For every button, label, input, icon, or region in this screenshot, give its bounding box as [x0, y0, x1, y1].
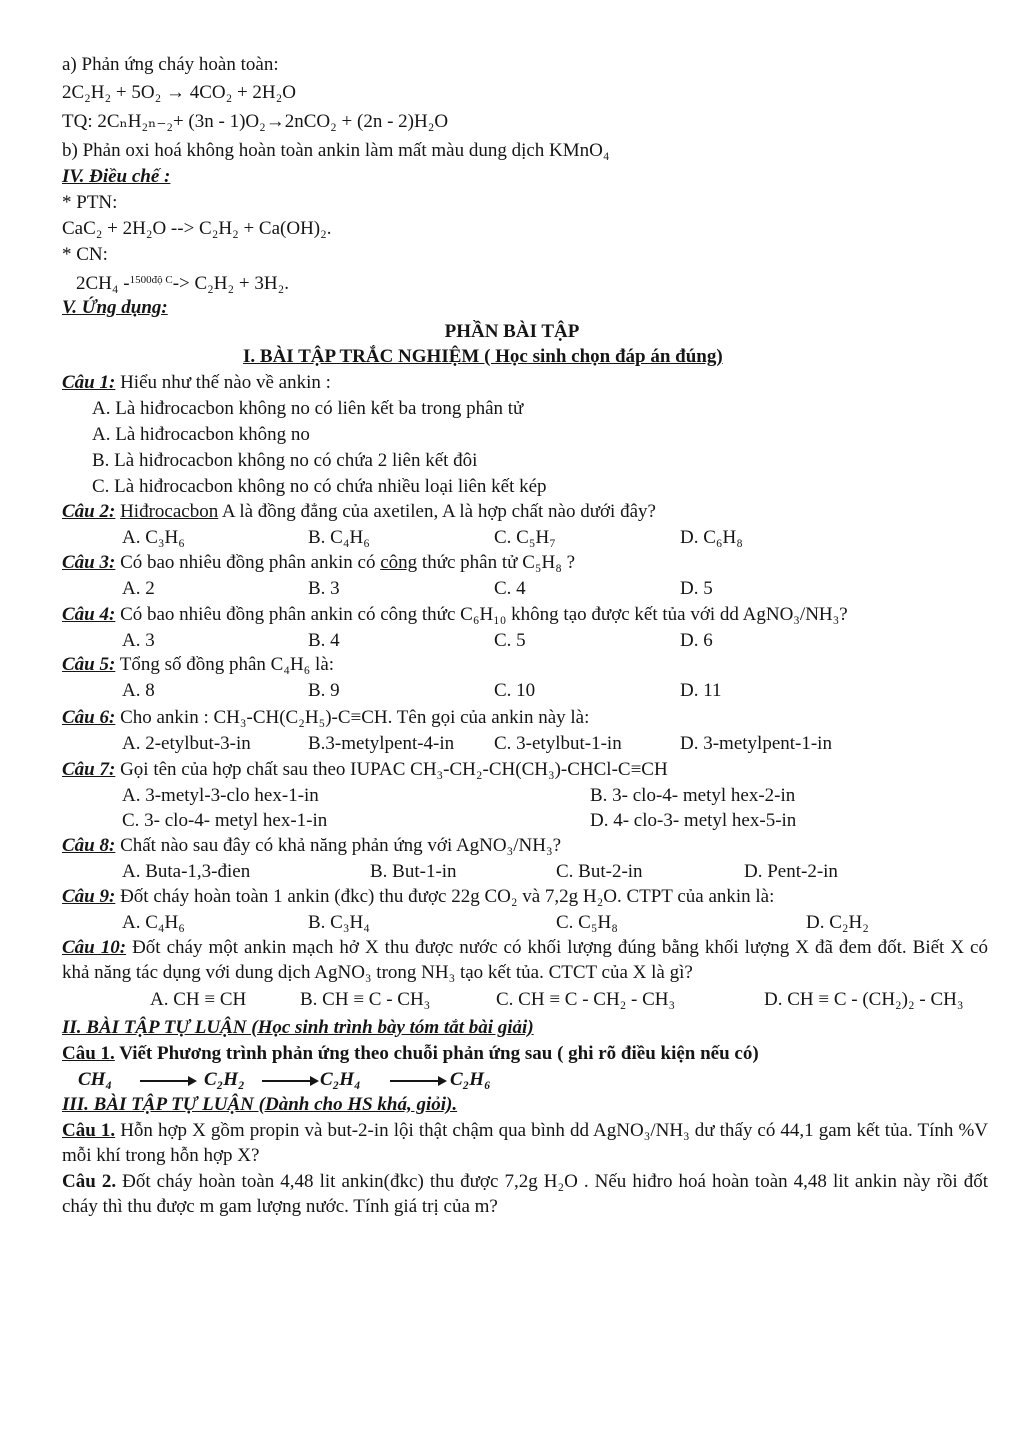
- cn-equation-right: -> C₂H₂ + 3H₂.: [172, 273, 289, 294]
- question-text: Viết Phương trình phản ứng theo chuỗi phản ứng sau ( ghi rõ điều kiện nếu có): [114, 1043, 759, 1064]
- question-text: Có bao nhiêu đồng phân ankin có: [115, 552, 381, 573]
- question-10: [62, 935, 988, 985]
- question-2: [62, 499, 656, 524]
- reaction-a-heading: a) Phản ứng cháy hoàn toàn:: [62, 54, 279, 75]
- question-label: Câu 5:: [62, 654, 116, 675]
- question-label: Câu 7:: [62, 759, 116, 780]
- question-text: A là đồng đẳng của axetilen, A là hợp chất nào dưới đây?: [218, 501, 656, 522]
- question-text: Gọi tên của hợp chất sau theo IUPAC CH₃-CH₂-CH(CH₃)-CHCl-C≡CH: [115, 759, 668, 780]
- chain-c2h4: C₂H₄: [320, 1069, 361, 1090]
- q9-option-c: C. C₅H₈: [556, 912, 618, 933]
- q3-option-c: C. 4: [494, 578, 526, 599]
- chain-c2h6: C₂H₆: [450, 1069, 491, 1090]
- ptn-label: * PTN:: [62, 192, 118, 213]
- cn-equation: [76, 268, 289, 296]
- s3-question-2: [62, 1169, 988, 1219]
- multiple-choice-title: I. BÀI TẬP TRẮC NGHIỆM ( Học sinh chọn đáp án đúng): [243, 346, 723, 367]
- q9-option-d: D. C₂H₂: [806, 912, 869, 933]
- cn-equation-left: 2CH₄ -: [76, 273, 130, 294]
- q3-option-d: D. 5: [680, 578, 713, 599]
- q4-option-b: B. 4: [308, 630, 340, 651]
- question-text-underlined: công: [380, 552, 418, 573]
- chain-arrow-1: [140, 1080, 190, 1082]
- q10-option-d: D. CH ≡ C - (CH₂)₂ - CH₃: [764, 989, 964, 1010]
- question-label: Câu 4:: [62, 604, 116, 625]
- question-text: Hỗn hợp X gồm propin và but-2-in lội thật chậm qua bình dd AgNO₃/NH₃ dư thấy có 44,1 gam kết tủa. Tính %V mỗi khí trong hỗn hợp X?: [62, 1120, 988, 1166]
- question-text: Có bao nhiêu đồng phân ankin có công thức C₆H₁₀ không tạo được kết tủa với dd AgNO₃/NH₃?: [115, 604, 848, 625]
- q2-option-c: C. C₅H₇: [494, 527, 556, 548]
- q1-option-3: B. Là hiđrocacbon không no có chứa 2 liên kết đôi: [92, 450, 478, 471]
- q6-option-d: D. 3-metylpent-1-in: [680, 733, 832, 754]
- reaction-b-text: b) Phản oxi hoá không hoàn toàn ankin làm mất màu dung dịch KMnO₄: [62, 140, 610, 161]
- question-text-end: thức phân tử C₅H₈ ?: [417, 552, 576, 573]
- chain-arrow-2-head: [310, 1076, 319, 1086]
- q5-option-c: C. 10: [494, 680, 536, 701]
- question-text: Đốt cháy hoàn toàn 4,48 lit ankin(đkc) thu được 7,2g H₂O . Nếu hiđro hoá hoàn toàn 4,48 lit ankin này rồi đốt cháy thì thu được m gam lượng nước. Tính giá trị của m?: [62, 1171, 988, 1217]
- question-text: Đốt cháy hoàn toàn 1 ankin (đkc) thu được 22g CO₂ và 7,2g H₂O. CTPT của ankin là:: [115, 886, 775, 907]
- q7-option-a: A. 3-metyl-3-clo hex-1-in: [122, 785, 319, 806]
- q2-option-b: B. C₄H₆: [308, 527, 370, 548]
- q7-option-c: C. 3- clo-4- metyl hex-1-in: [122, 810, 328, 831]
- question-text: Tổng số đồng phân C₄H₆ là:: [115, 654, 335, 675]
- q10-option-c: C. CH ≡ C - CH₂ - CH₃: [496, 989, 676, 1010]
- q8-option-b: B. But-1-in: [370, 861, 457, 882]
- q3-option-a: A. 2: [122, 578, 155, 599]
- section-2-title: II. BÀI TẬP TỰ LUẬN (Học sinh trình bày tóm tắt bài giải): [62, 1017, 534, 1038]
- exercises-title: PHẦN BÀI TẬP: [444, 321, 580, 342]
- section-3-title: III. BÀI TẬP TỰ LUẬN (Dành cho HS khá, giỏi).: [62, 1094, 458, 1115]
- question-7: [62, 757, 668, 782]
- cn-equation-condition: 1500độ C: [129, 274, 173, 286]
- chain-c2h2: C₂H₂: [204, 1069, 245, 1090]
- q4-option-a: A. 3: [122, 630, 155, 651]
- q4-option-d: D. 6: [680, 630, 713, 651]
- question-3: [62, 550, 575, 575]
- question-label: Câu 10:: [62, 937, 127, 958]
- section-5-title: V. Ứng dụng:: [62, 297, 168, 318]
- question-label: Câu 1:: [62, 372, 116, 393]
- section-4-title: IV. Điều chế :: [62, 166, 171, 187]
- question-label: Câu 1.: [62, 1043, 115, 1064]
- question-label: Câu 6:: [62, 707, 116, 728]
- question-label: Câu 2:: [62, 501, 116, 522]
- s2-question-1: [62, 1041, 759, 1066]
- q6-option-b: B.3-metylpent-4-in: [308, 733, 455, 754]
- reaction-general-equation: TQ: 2CₙH₂ₙ₋₂+ (3n - 1)O₂→2nCO₂ + (2n - 2)H₂O: [62, 111, 449, 132]
- chain-arrow-3: [390, 1080, 440, 1082]
- q5-option-a: A. 8: [122, 680, 155, 701]
- q9-option-a: A. C₄H₆: [122, 912, 185, 933]
- question-label: Câu 9:: [62, 886, 116, 907]
- reaction-a-equation: 2C₂H₂ + 5O₂ → 4CO₂ + 2H₂O: [62, 82, 297, 103]
- chain-arrow-1-head: [188, 1076, 197, 1086]
- question-label: Câu 2.: [62, 1171, 117, 1192]
- question-text: Cho ankin : CH₃-CH(C₂H₅)-C≡CH. Tên gọi của ankin này là:: [115, 707, 590, 728]
- question-8: [62, 833, 561, 858]
- q4-option-c: C. 5: [494, 630, 526, 651]
- q1-option-1: A. Là hiđrocacbon không no có liên kết ba trong phân tử: [92, 398, 524, 419]
- q3-option-b: B. 3: [308, 578, 340, 599]
- q8-option-d: D. Pent-2-in: [744, 861, 838, 882]
- q2-option-a: A. C₃H₆: [122, 527, 185, 548]
- q1-option-4: C. Là hiđrocacbon không no có chứa nhiều loại liên kết kép: [92, 476, 547, 497]
- q10-option-a: A. CH ≡ CH: [150, 989, 247, 1010]
- q7-option-d: D. 4- clo-3- metyl hex-5-in: [590, 810, 797, 831]
- q8-option-c: C. But-2-in: [556, 861, 643, 882]
- q7-option-b: B. 3- clo-4- metyl hex-2-in: [590, 785, 796, 806]
- q5-option-d: D. 11: [680, 680, 722, 701]
- chain-arrow-2: [262, 1080, 312, 1082]
- q5-option-b: B. 9: [308, 680, 340, 701]
- question-text: Hiểu như thế nào về ankin :: [115, 372, 331, 393]
- chain-ch4: CH₄: [78, 1069, 113, 1090]
- question-9: [62, 884, 774, 909]
- q6-option-c: C. 3-etylbut-1-in: [494, 733, 622, 754]
- s3-question-1: [62, 1118, 988, 1168]
- ptn-equation: CaC₂ + 2H₂O --> C₂H₂ + Ca(OH)₂.: [62, 218, 332, 239]
- question-6: [62, 705, 589, 730]
- q10-option-b: B. CH ≡ C - CH₃: [300, 989, 431, 1010]
- question-text: Đốt cháy một ankin mạch hở X thu được nước có khối lượng đúng bằng khối lượng X đã đem đốt. Biết X có khả năng tác dụng với dung dịch AgNO₃ trong NH₃ tạo kết tủa. CTCT của X là gì?: [62, 937, 988, 983]
- q2-option-d: D. C₆H₈: [680, 527, 743, 548]
- question-text: Chất nào sau đây có khả năng phản ứng với AgNO₃/NH₃?: [115, 835, 562, 856]
- chain-arrow-3-head: [438, 1076, 447, 1086]
- question-label: Câu 8:: [62, 835, 116, 856]
- q1-option-2: A. Là hiđrocacbon không no: [92, 424, 310, 445]
- q9-option-b: B. C₃H₄: [308, 912, 370, 933]
- question-label: Câu 1.: [62, 1120, 116, 1141]
- question-4: [62, 602, 848, 627]
- question-label: Câu 3:: [62, 552, 116, 573]
- question-text-underlined: Hiđrocacbon: [120, 501, 219, 522]
- cn-label: * CN:: [62, 244, 108, 265]
- question-1: [62, 370, 331, 395]
- question-5: [62, 652, 334, 677]
- q8-option-a: A. Buta-1,3-đien: [122, 861, 251, 882]
- q6-option-a: A. 2-etylbut-3-in: [122, 733, 251, 754]
